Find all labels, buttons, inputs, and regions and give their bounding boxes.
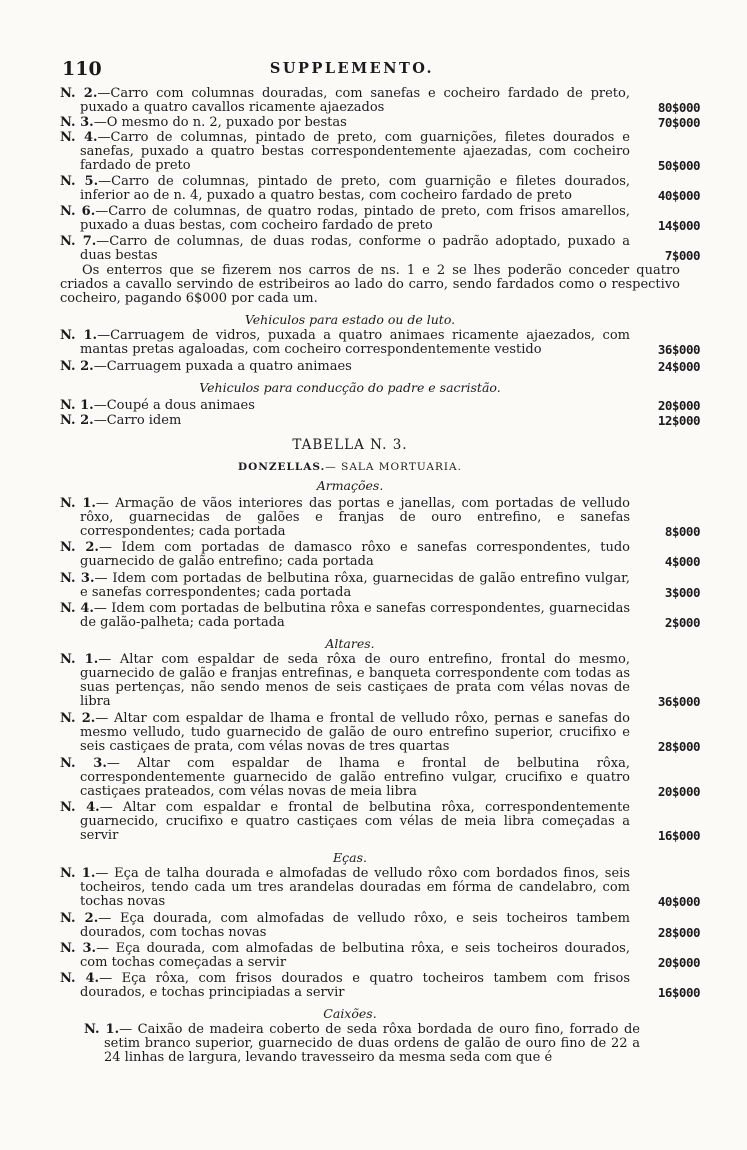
section-heading-a: DONZELLAS. — [238, 461, 326, 473]
item-number: N. 5. — [60, 174, 99, 189]
item-text: — Armação de vãos interiores das portas e janellas, com portadas de velludo rôxo, guarnecidas de galões e franjas de ouro entrefino, e sanefas correspondentes; cada portada — [80, 496, 630, 539]
item-text: — Altar com espaldar de lhama e frontal de belbutina rôxa, correspondentemente guarnecido de galão entrefino vulgar, crucifixo e quatro castiçaes prateados, com vélas novas de meia libra — [80, 756, 630, 799]
item-text: — Idem com portadas de damasco rôxo e sanefas correspondentes, tudo guarnecido de galão entrefino; cada portada — [80, 540, 630, 569]
item-number: N. 2. — [60, 413, 94, 428]
item-price: 28$000 — [657, 739, 700, 754]
item-number: N. 1. — [60, 398, 94, 413]
item-text: —Carro de columnas, pintado de preto, com guarnições, filetes dourados e sanefas, puxado a quatro bestas correspondentemente ajaezadas, com cocheiro fardado de preto — [80, 130, 630, 173]
item-text: — Caixão de madeira coberto de seda rôxa bordada de ouro fino, forrado de setim branco superior, guarnecido de duas ordens de galão de ouro fino de 22 a 24 linhas de largura, levando travesseiro da mesma seda com que é — [104, 1022, 640, 1065]
item-text: —Carro idem — [93, 413, 182, 428]
item-price: 80$000 — [657, 100, 700, 115]
item-text: — Altar com espaldar de lhama e frontal de velludo rôxo, pernas e sanefas do mesmo velludo, tudo guarnecido de galão de ouro entrefino superior, crucifixo e seis castiçaes de prata, com vélas novas de tres quartas — [80, 711, 630, 754]
list-item — [60, 801, 700, 843]
list-item — [84, 1023, 640, 1065]
note-paragraph: Os enterros que se fizerem nos carros de ns. 1 e 2 se lhes poderão conceder quatro criados a cavallo servindo de estribeiros ao lado do carro, sendo fardados como o respectivo cocheiro, pagando 6$000 por cada um. — [60, 263, 680, 306]
item-number: N. 1. — [60, 652, 99, 667]
subheading-armacoes: Armações. — [316, 478, 384, 493]
page-number: 110 — [62, 58, 102, 80]
list-item — [60, 497, 700, 539]
item-price: 40$000 — [657, 188, 700, 203]
list-item — [60, 205, 700, 233]
item-number: N. 3. — [60, 115, 94, 130]
list-item — [60, 867, 700, 909]
subheading-caixoes: Caixões. — [323, 1006, 377, 1021]
item-text: — Altar com espaldar de seda rôxa de ouro entrefino, frontal do mesmo, guarnecido de galão e franjas entrefinas, e banqueta correspondente com todas as suas pertenças, não sendo menos de seis castiçaes de prata com vélas novas de libra — [80, 652, 630, 709]
item-price: 50$000 — [657, 158, 700, 173]
list-item — [60, 414, 700, 428]
item-number: N. 3. — [60, 571, 95, 586]
subheading-altares: Altares. — [325, 636, 375, 651]
item-number: N. 4. — [60, 601, 94, 616]
item-price: 4$000 — [664, 554, 700, 569]
item-text: —Coupé a dous animaes — [93, 398, 255, 413]
list-item — [60, 912, 700, 940]
item-number: N. 2. — [60, 359, 94, 374]
item-text: —Carro com columnas douradas, com sanefas e cocheiro fardado de preto, puxado a quatro cavallos ricamente ajaezados — [80, 86, 630, 115]
item-price: 2$000 — [664, 615, 700, 630]
item-number: N. 1. — [60, 496, 96, 511]
item-text: — Eça dourada, com almofadas de belbutina rôxa, e seis tocheiros dourados, com tochas começadas a servir — [80, 941, 630, 970]
item-price: 36$000 — [657, 694, 700, 709]
item-text: —Carro de columnas, de quatro rodas, pintado de preto, com frisos amarellos, puxado a duas bestas, com cocheiro fardado de preto — [80, 204, 630, 233]
item-text: — Altar com espaldar e frontal de belbutina rôxa, correspondentemente guarnecido, crucifixo e quatro castiçaes com vélas de meia libra começadas a servir — [80, 800, 630, 843]
item-number: N. 1. — [84, 1022, 120, 1037]
item-number: N. 2. — [60, 86, 98, 101]
running-title: SUPPLEMENTO. — [269, 60, 435, 77]
subheading-luto: Vehiculos para estado ou de luto. — [244, 312, 456, 327]
list-item — [60, 653, 700, 709]
item-number: N. 7. — [60, 234, 97, 249]
item-text: — Idem com portadas de belbutina rôxa, guarnecidas de galão entrefino vulgar, e sanefas correspondentes; cada portada — [80, 571, 630, 600]
page-header — [62, 58, 642, 80]
item-number: N. 2. — [60, 911, 99, 926]
list-item — [60, 360, 700, 374]
list-item — [60, 87, 700, 115]
item-price: 28$000 — [657, 925, 700, 940]
list-item — [60, 175, 700, 203]
list-item — [60, 942, 700, 970]
item-price: 8$000 — [664, 524, 700, 539]
list-item — [60, 757, 700, 799]
item-text: — Eça rôxa, com frisos dourados e quatro tocheiros tambem com frisos dourados, e tochas principiadas a servir — [80, 971, 630, 1000]
item-number: N. 1. — [60, 866, 96, 881]
item-price: 40$000 — [657, 894, 700, 909]
item-number: N. 2. — [60, 540, 99, 555]
item-price: 12$000 — [657, 413, 700, 428]
item-number: N. 1. — [60, 328, 98, 343]
item-text: —Carruagem puxada a quatro animaes — [93, 359, 352, 374]
list-item — [60, 972, 700, 1000]
item-number: N. 4. — [60, 130, 98, 145]
item-number: N. 4. — [60, 971, 100, 986]
item-number: N. 3. — [60, 941, 97, 956]
item-text: — Idem com portadas de belbutina rôxa e sanefas correspondentes, guarnecidas de galão-palheta; cada portada — [80, 601, 630, 630]
list-item — [60, 399, 700, 413]
list-item — [60, 602, 700, 630]
section-heading-b: — SALA MORTUARIA. — [325, 461, 462, 473]
item-price: 20$000 — [657, 784, 700, 799]
item-price: 24$000 — [657, 359, 700, 374]
subheading-ecas: Eças. — [333, 850, 367, 865]
item-text: —Carro de columnas, pintado de preto, com guarnição e filetes dourados, inferior ao de n. 4, puxado a quatro bestas, com cocheiro fardado de preto — [80, 174, 630, 203]
item-number: N. 3. — [60, 756, 107, 771]
item-text: —Carro de columnas, de duas rodas, conforme o padrão adoptado, puxado a duas bestas — [80, 234, 630, 263]
list-item — [60, 116, 700, 130]
item-text: —Carruagem de vidros, puxada a quatro animaes ricamente ajaezados, com mantas pretas agaloadas, com cocheiro correspondentemente vestido — [80, 328, 630, 357]
section-heading — [60, 461, 640, 473]
item-text: — Eça de talha dourada e almofadas de velludo rôxo com bordados finos, seis tocheiros, tendo cada um tres arandelas douradas em fórma de candelabro, com tochas novas — [80, 866, 630, 909]
item-number: N. 4. — [60, 800, 100, 815]
item-price: 7$000 — [664, 248, 700, 263]
list-item — [60, 131, 700, 173]
item-price: 14$000 — [657, 218, 700, 233]
item-number: N. 6. — [60, 204, 96, 219]
list-item — [60, 712, 700, 754]
list-item — [60, 572, 700, 600]
item-text: —O mesmo do n. 2, puxado por bestas — [93, 115, 347, 130]
item-price: 20$000 — [657, 955, 700, 970]
table-heading: TABELLA N. 3. — [292, 437, 408, 453]
list-item — [60, 235, 700, 263]
item-price: 16$000 — [657, 985, 700, 1000]
item-price: 36$000 — [657, 342, 700, 357]
item-price: 20$000 — [657, 398, 700, 413]
item-price: 16$000 — [657, 828, 700, 843]
item-price: 70$000 — [657, 115, 700, 130]
list-item — [60, 541, 700, 569]
item-number: N. 2. — [60, 711, 96, 726]
item-text: — Eça dourada, com almofadas de velludo rôxo, e seis tocheiros tambem dourados, com tochas novas — [80, 911, 630, 940]
item-price: 3$000 — [664, 585, 700, 600]
subheading-padre: Vehiculos para conducção do padre e sacristão. — [199, 380, 501, 395]
list-item — [60, 329, 700, 357]
